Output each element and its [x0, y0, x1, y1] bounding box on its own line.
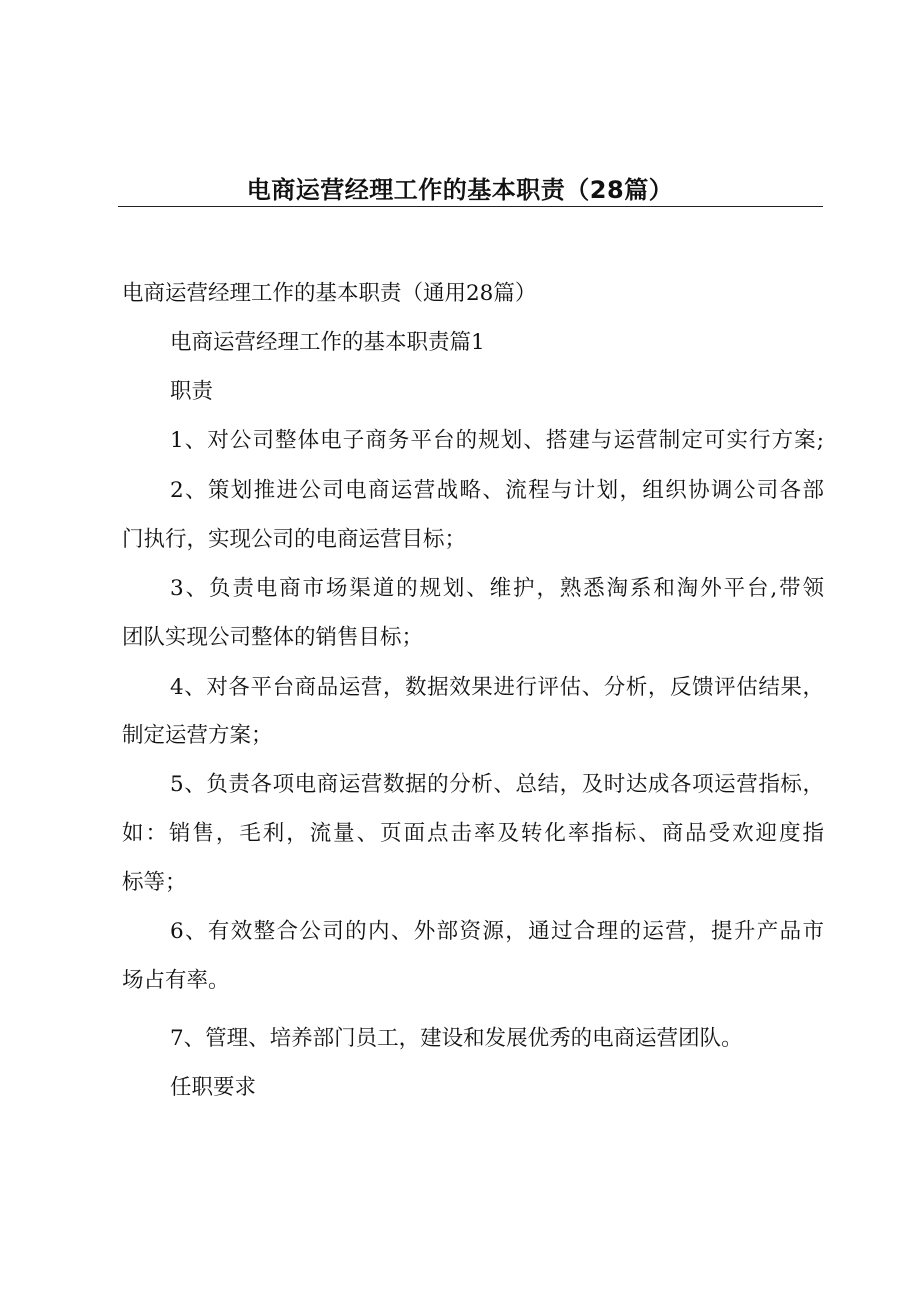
duty-2-line-1: 2、策划推进公司电商运营战略、流程与计划，组织协调公司各部	[170, 478, 824, 503]
document-title: 电商运营经理工作的基本职责（28篇）	[246, 176, 674, 204]
duty-1: 1、对公司整体电子商务平台的规划、搭建与运营制定可实行方案;	[170, 428, 824, 453]
duty-2-line-2: 门执行，实现公司的电商运营目标；	[122, 527, 467, 552]
title-divider	[118, 206, 823, 207]
requirements-heading: 任职要求	[170, 1075, 257, 1100]
duty-3-line-2: 团队实现公司整体的销售目标；	[122, 625, 424, 650]
subtitle-line: 电商运营经理工作的基本职责（通用28篇）	[122, 281, 537, 306]
duty-4-line-2: 制定运营方案；	[122, 723, 273, 748]
duty-4-line-1: 4、对各平台商品运营，数据效果进行评估、分析，反馈评估结果，	[170, 675, 824, 700]
duty-5-line-2: 如：销售，毛利，流量、页面点击率及转化率指标、商品受欢迎度指	[122, 821, 824, 846]
section-heading: 电商运营经理工作的基本职责篇1	[170, 330, 485, 355]
duty-3-line-1: 3、负责电商市场渠道的规划、维护，熟悉淘系和淘外平台,带领	[170, 576, 824, 601]
duty-6-line-2: 场占有率。	[122, 968, 230, 993]
duties-heading: 职责	[170, 379, 214, 404]
duty-6-line-1: 6、有效整合公司的内、外部资源，通过合理的运营，提升产品市	[170, 919, 824, 944]
duty-5-line-1: 5、负责各项电商运营数据的分析、总结，及时达成各项运营指标，	[170, 772, 824, 797]
duty-5-line-3: 标等；	[122, 870, 187, 895]
duty-7: 7、管理、培养部门员工，建设和发展优秀的电商运营团队。	[170, 1026, 743, 1051]
